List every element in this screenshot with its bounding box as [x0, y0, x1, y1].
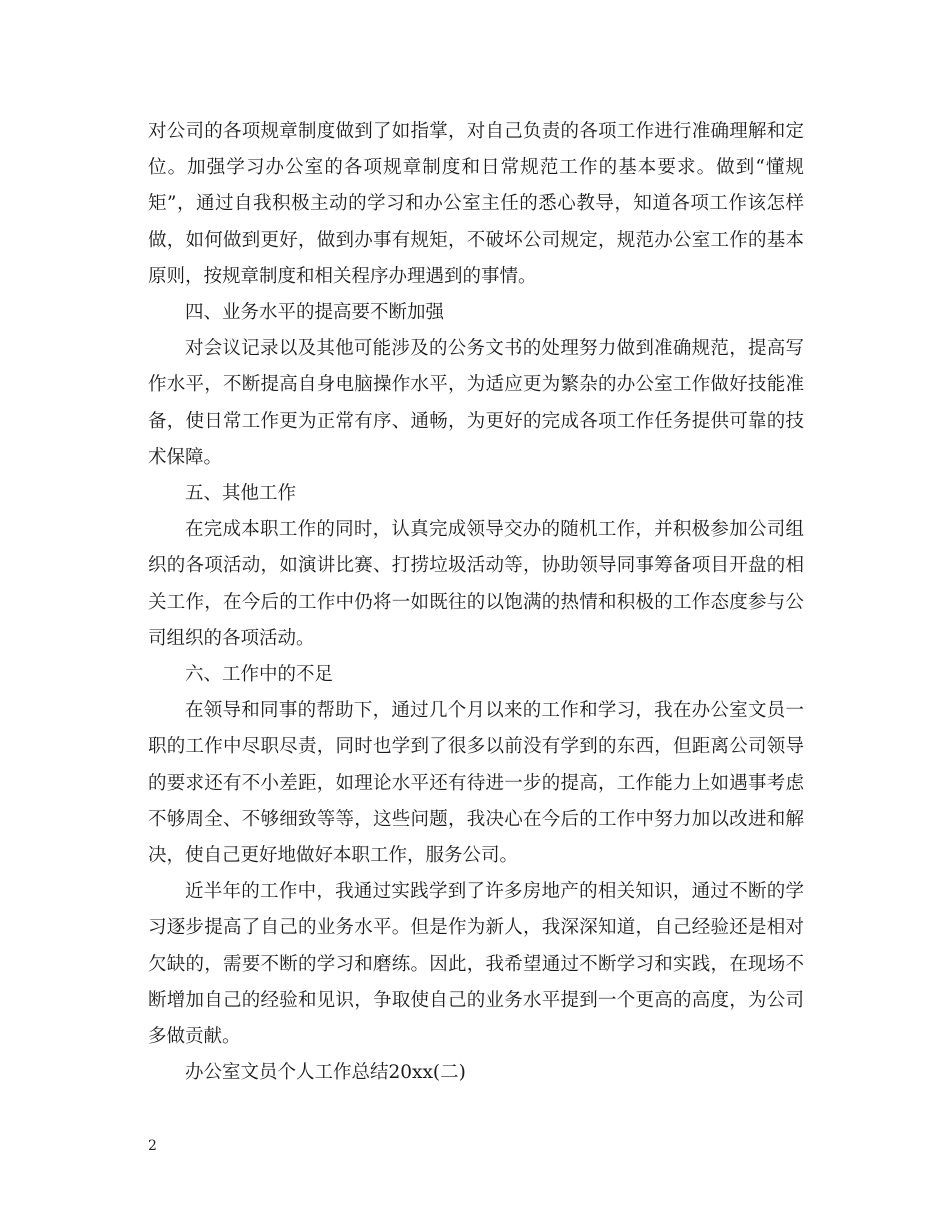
- paragraph-continued: 对公司的各项规章制度做到了如指掌，对自己负责的各项工作进行准确理解和定位。加强学习办公室的各项规章制度和日常规范工作的基本要求。做到“懂规矩”，通过自我积极主动的学习和办公室主任的悉心教导，知道各项工作该怎样做，如何做到更好，做到办事有规矩，不破坏公司规定，规范办公室工作的基本原则，按规章制度和相关程序办理遇到的事情。: [148, 121, 804, 287]
- paragraph: 对会议记录以及其他可能涉及的公务文书的处理努力做到准确规范，提高写作水平，不断提高自身电脑操作水平，为适应更为繁杂的办公室工作做好技能准备，使日常工作更为正常有序、通畅，为更好的完成各项工作任务提供可靠的技术保障。: [148, 338, 804, 468]
- document-body: [148, 114, 804, 1091]
- section-heading-6: 六、工作中的不足: [185, 664, 334, 686]
- page-number: 2: [148, 1138, 157, 1154]
- section-heading-5: 五、其他工作: [185, 483, 297, 505]
- document-subtitle: 办公室文员个人工作总结20xx(二): [185, 1062, 466, 1084]
- section-heading-4: 四、业务水平的提高要不断加强: [185, 302, 445, 324]
- paragraph: 在领导和同事的帮助下，通过几个月以来的工作和学习，我在办公室文员一职的工作中尽职尽责，同时也学到了很多以前没有学到的东西，但距离公司领导的要求还有不小差距，如理论水平还有待进一步的提高，工作能力上如遇事考虑不够周全、不够细致等等，这些问题，我决心在今后的工作中努力加以改进和解决，使自己更好地做好本职工作，服务公司。: [148, 700, 804, 867]
- paragraph: 在完成本职工作的同时，认真完成领导交办的随机工作，并积极参加公司组织的各项活动，如演讲比赛、打捞垃圾活动等，协助领导同事筹备项目开盘的相关工作，在今后的工作中仍将一如既往的以饱满的热情和积极的工作态度参与公司组织的各项活动。: [148, 519, 804, 649]
- paragraph: 近半年的工作中，我通过实践学到了许多房地产的相关知识，通过不断的学习逐步提高了自己的业务水平。但是作为新人，我深深知道，自己经验还是相对欠缺的，需要不断的学习和磨练。因此，我希望通过不断学习和实践，在现场不断增加自己的经验和见识，争取使自己的业务水平提到一个更高的高度，为公司多做贡献。: [148, 881, 804, 1048]
